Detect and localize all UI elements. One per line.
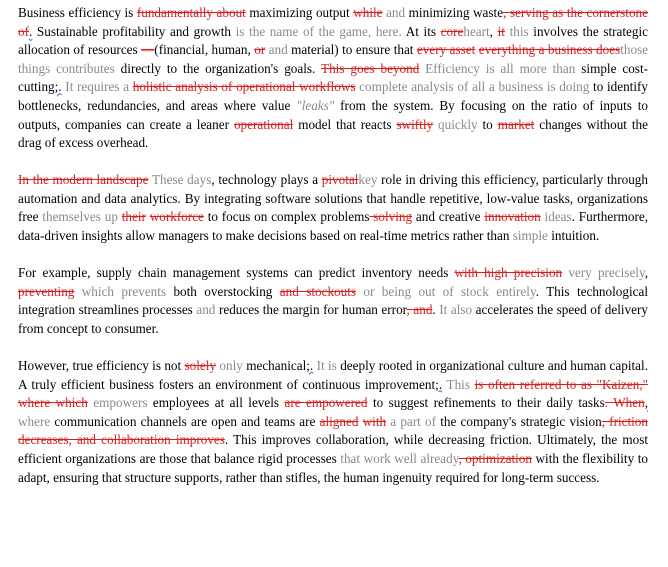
deleted-text: and stockouts: [279, 283, 357, 299]
inserted-text: where: [18, 413, 51, 429]
deleted-text: , friction decreases, and collaboration improves: [18, 413, 648, 448]
spelling-flag: ;.: [54, 79, 62, 95]
text-run: from the system. By focusing on the ratio of inputs to outputs, companies can create a leaner: [18, 97, 648, 132]
text-run: accelerates the speed of delivery from concept to consumer.: [18, 302, 648, 336]
text-run: . This improves collaboration, while decreasing friction. Ultimately, the most efficient organizations are those that balance rigid processes: [18, 432, 648, 466]
inserted-text: and: [265, 42, 288, 58]
inserted-text: These days: [148, 172, 212, 188]
text-run: deeply rooted in organizational culture and human capital. A truly efficient business fosters an environment of continuous improvement: [18, 358, 648, 392]
inserted-text: simple: [512, 228, 548, 244]
text-run: to focus on complex problems: [203, 209, 370, 225]
paragraph-4: [18, 357, 648, 487]
inserted-text: heart: [463, 23, 490, 39]
text-run: At its: [401, 23, 441, 39]
spelling-flag: .: [29, 23, 33, 39]
inserted-text: themselves up: [42, 209, 118, 225]
text-run: material) to ensure that: [287, 42, 417, 58]
paragraph-2: [18, 171, 648, 245]
inserted-text: a part of: [386, 413, 437, 429]
inserted-text: complete analysis of all a business is doing: [355, 79, 590, 95]
deleted-text: This goes beyond: [321, 60, 420, 76]
deleted-text: their: [121, 209, 146, 225]
text-run: Sustainable profitability and growth: [32, 23, 236, 39]
inserted-text: those things contributes: [18, 42, 649, 76]
spelling-flag: ,: [644, 395, 648, 411]
inserted-text: and: [382, 5, 406, 20]
text-run: For example, supply chain management systems can predict inventory needs: [18, 265, 455, 281]
deleted-text: , and: [406, 302, 433, 318]
inserted-text: It is: [316, 358, 337, 373]
paragraph-3: [18, 264, 648, 338]
text-run: both overstocking: [166, 283, 280, 299]
inserted-text: quickly: [433, 116, 478, 132]
inserted-text: very precisely: [562, 265, 645, 281]
deleted-text: operational: [233, 116, 294, 132]
deleted-text: , optimization: [458, 450, 532, 466]
text-run: maximizing output: [245, 5, 354, 20]
deleted-text: market: [497, 116, 535, 132]
text-run: ,: [644, 265, 648, 281]
deleted-text: or: [254, 42, 266, 58]
deleted-text: aligned: [319, 413, 359, 429]
deleted-text: are empowered: [284, 395, 368, 411]
deleted-text: solely: [184, 358, 217, 373]
deleted-text: preventing: [18, 283, 75, 299]
document-body: [18, 4, 648, 506]
deleted-text: —: [141, 42, 155, 58]
deleted-text: solving: [369, 209, 413, 225]
text-run: directly to the organization's goals.: [114, 60, 322, 76]
text-run: employees at all levels: [147, 395, 285, 411]
deleted-text: with: [362, 413, 387, 429]
inserted-text: empowers: [87, 395, 148, 411]
deleted-text: while: [353, 5, 383, 20]
deleted-text: fundamentally about: [136, 5, 246, 20]
text-run: minimizing waste: [405, 5, 504, 20]
inserted-text: This: [446, 376, 470, 392]
inserted-text: or being out of stock entirely: [356, 283, 536, 299]
text-run: with the flexibility to adapt, ensuring that structure supports, rather than stifles, the human ingenuity required for long-term success.: [18, 450, 648, 485]
deleted-text: pivotal: [321, 172, 359, 188]
text-run: . Furthermore, data-driven insights allow managers to make decisions based on real-time metrics rather than: [18, 209, 648, 244]
inserted-text: It also: [439, 302, 473, 318]
text-run: model that reacts: [293, 116, 397, 132]
deleted-text: everything a business does: [478, 42, 621, 58]
text-run: . This technological integration streamlines processes: [18, 283, 648, 318]
deleted-text: with high precision: [454, 265, 563, 281]
text-run: .: [432, 302, 440, 318]
text-run: mechanical: [242, 358, 307, 373]
inserted-text: key: [358, 172, 378, 188]
text-run: Business efficiency is: [18, 5, 137, 20]
deleted-text: holistic analysis of operational workflows: [132, 79, 356, 95]
inserted-text: only: [216, 358, 243, 373]
text-run: However, true efficiency is not: [18, 358, 185, 373]
deleted-text: , serving as the cornerstone of: [18, 5, 648, 39]
paragraph-1: [18, 4, 648, 153]
text-run: to identify bottlenecks, redundancies, and areas where value: [18, 79, 648, 113]
deleted-text: workforce: [149, 209, 204, 225]
deleted-text: . When: [604, 395, 645, 411]
inserted-text: ideas: [540, 209, 572, 225]
inserted-text: Efficiency is all more than: [419, 60, 576, 76]
text-run: ,: [489, 23, 498, 39]
text-run: reduces the margin for human error: [215, 302, 407, 318]
deleted-text: it: [497, 23, 505, 39]
deleted-text: swiftly: [396, 116, 434, 132]
deleted-text: every asset: [416, 42, 476, 58]
text-run: role in driving this efficiency, particularly through automation and data analytics. By integrating software solutions that handle repetitive, low-value tasks, organizations free: [18, 172, 648, 225]
text-run: intuition.: [547, 228, 600, 244]
inserted-text: this: [504, 23, 529, 39]
inserted-text: "leaks": [296, 97, 335, 113]
text-run: simple cost-cutting: [18, 60, 648, 95]
text-run: to: [477, 116, 498, 132]
text-run: changes without the drag of excess overhead.: [18, 116, 649, 151]
inserted-text: that work well already: [340, 450, 459, 466]
inserted-text: and: [196, 302, 216, 318]
inserted-text: is the name of the game, here.: [235, 23, 402, 39]
spelling-flag: ;.: [435, 376, 443, 392]
text-run: communication channels are open and teams are: [50, 413, 320, 429]
text-run: involves the strategic allocation of resources: [18, 23, 649, 58]
deleted-text: innovation: [484, 209, 541, 225]
deleted-text: is often referred to as "Kaizen," where which: [18, 376, 648, 411]
text-run: to suggest refinements to their daily tasks: [367, 395, 605, 411]
text-run: (financial, human,: [154, 42, 255, 58]
inserted-text: It requires a: [65, 79, 130, 95]
deleted-text: core: [440, 23, 464, 39]
deleted-text: In the modern landscape: [18, 172, 149, 188]
inserted-text: which prevents: [74, 283, 167, 299]
text-run: , technology plays a: [211, 172, 322, 188]
spelling-flag: ;.: [306, 358, 314, 373]
text-run: and creative: [412, 209, 485, 225]
text-run: the company's strategic vision: [436, 413, 602, 429]
